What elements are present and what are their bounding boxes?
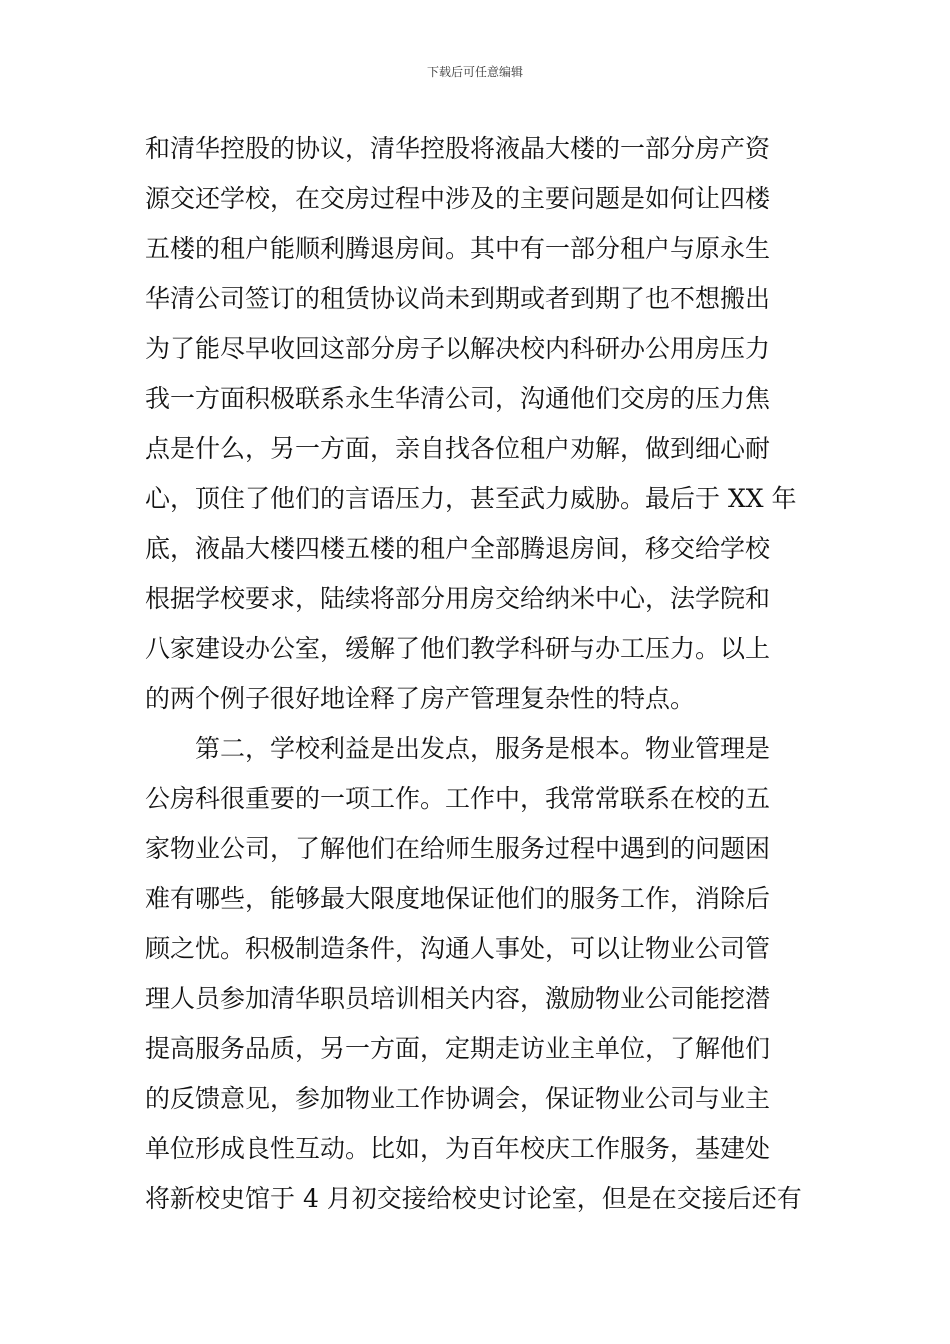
- text-line: 难有哪些，能够最大限度地保证他们的服务工作，消除后: [145, 884, 771, 913]
- text-line: 和清华控股的协议，清华控股将液晶大楼的一部分房产资: [145, 134, 771, 163]
- text-line: 心，顶住了他们的言语压力，甚至武力威胁。最后于 XX 年: [145, 484, 797, 513]
- document-body: [145, 124, 810, 1224]
- text-line: 八家建设办公室，缓解了他们教学科研与办工压力。以上: [145, 634, 771, 663]
- paragraph-start-line: 第二，学校利益是出发点，服务是根本。物业管理是: [145, 734, 771, 763]
- text-line: 公房科很重要的一项工作。工作中，我常常联系在校的五: [145, 784, 771, 813]
- text-line: 底，液晶大楼四楼五楼的租户全部腾退房间，移交给学校: [145, 534, 771, 563]
- text-line: 五楼的租户能顺利腾退房间。其中有一部分租户与原永生: [145, 234, 771, 263]
- text-line: 单位形成良性互动。比如，为百年校庆工作服务，基建处: [145, 1134, 771, 1163]
- text-line: 理人员参加清华职员培训相关内容，激励物业公司能挖潜: [145, 984, 771, 1013]
- text-line: 的两个例子很好地诠释了房产管理复杂性的特点。: [145, 684, 696, 713]
- text-line: 我一方面积极联系永生华清公司，沟通他们交房的压力焦: [145, 384, 771, 413]
- text-line: 家物业公司，了解他们在给师生服务过程中遇到的问题困: [145, 834, 771, 863]
- text-line: 华清公司签订的租赁协议尚未到期或者到期了也不想搬出: [145, 284, 771, 313]
- text-line: 根据学校要求，陆续将部分用房交给纳米中心，法学院和: [145, 584, 771, 613]
- text-line: 为了能尽早收回这部分房子以解决校内科研办公用房压力: [145, 334, 771, 363]
- text-line: 的反馈意见，参加物业工作协调会，保证物业公司与业主: [145, 1084, 771, 1113]
- page-header: 下载后可任意编辑: [426, 65, 523, 79]
- text-line: 顾之忧。积极制造条件，沟通人事处，可以让物业公司管: [145, 934, 771, 963]
- text-line: 源交还学校，在交房过程中涉及的主要问题是如何让四楼: [145, 184, 771, 213]
- text-line: 提高服务品质，另一方面，定期走访业主单位，了解他们: [145, 1034, 771, 1063]
- text-line: 点是什么，另一方面，亲自找各位租户劝解，做到细心耐: [145, 434, 771, 463]
- text-line: 将新校史馆于 4 月初交接给校史讨论室，但是在交接后还有: [145, 1184, 802, 1213]
